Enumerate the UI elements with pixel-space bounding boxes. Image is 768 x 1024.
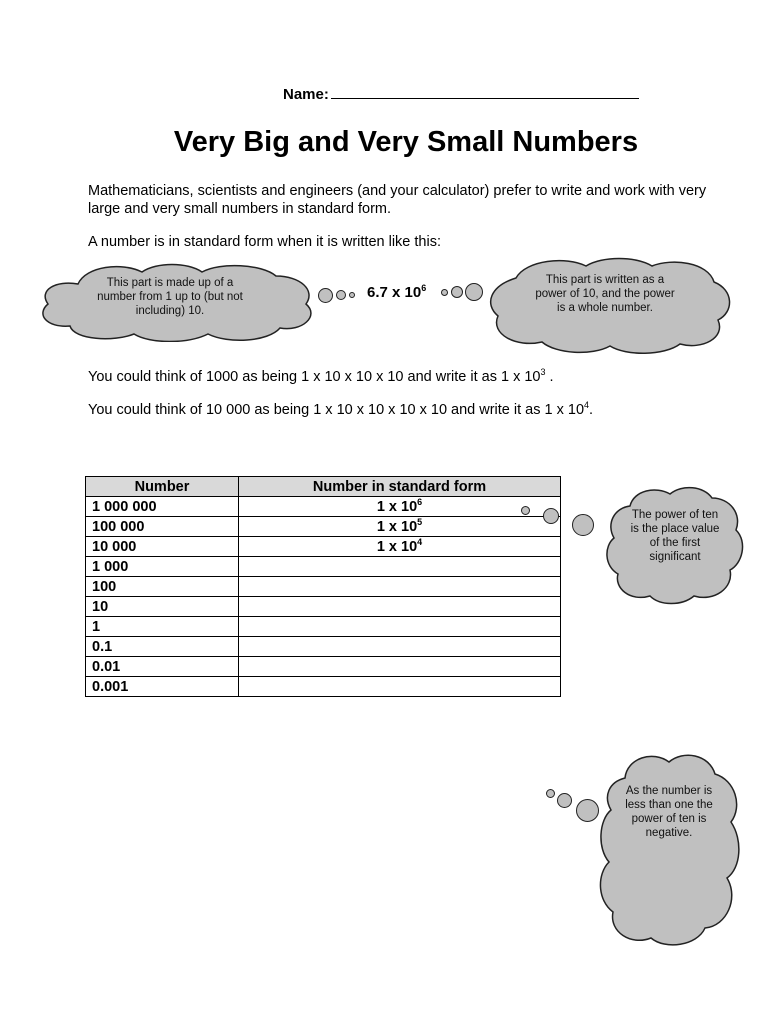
standard-form-table <box>85 476 561 697</box>
line-1000 <box>88 368 728 386</box>
line-10000-text: You could think of 10 000 as being 1 x 10 x 10 x 10 x 10 and write it as 1 x 10 <box>88 402 585 418</box>
line-1000-text: You could think of 1000 as being 1 x 10 x 10 x 10 and write it as 1 x 10 <box>88 369 541 385</box>
standard-form-cell[interactable] <box>239 617 561 637</box>
number-cell: 100 <box>86 577 239 597</box>
thought-bubble <box>521 506 530 515</box>
standard-form-cell[interactable]: 1 x $10^6$ <box>239 497 561 517</box>
cloud-negative-text: As the number is less than one the power of ten is negative. <box>625 785 713 839</box>
number-cell: 0.01 <box>86 657 239 677</box>
thought-bubble <box>318 288 333 303</box>
table-row <box>86 497 561 517</box>
thought-bubble <box>451 286 463 298</box>
cloud-callout-negative <box>597 750 742 950</box>
header-standard-form: Number in standard form <box>239 477 561 497</box>
table-row <box>86 537 561 557</box>
table-row <box>86 557 561 577</box>
thought-bubble <box>546 789 555 798</box>
header-number: Number <box>86 477 239 497</box>
line-1000-exponent: 3 <box>540 367 546 377</box>
name-blank-line[interactable] <box>331 86 639 99</box>
line-10000 <box>88 401 728 419</box>
thought-bubble <box>543 508 559 524</box>
thought-bubble <box>336 290 346 300</box>
cloud-callout-power <box>604 484 746 606</box>
standard-form-cell[interactable] <box>239 577 561 597</box>
table-row <box>86 577 561 597</box>
thought-bubble <box>557 793 572 808</box>
number-cell: 100 000 <box>86 517 239 537</box>
standard-form-cell[interactable] <box>239 677 561 697</box>
table-row <box>86 617 561 637</box>
cloud-power-text: The power of ten is the place value of the first significant <box>630 509 720 563</box>
number-cell: 0.1 <box>86 637 239 657</box>
number-cell: 1 <box>86 617 239 637</box>
example-mantissa: 6.7 x 10 <box>367 284 422 301</box>
number-cell: 0.001 <box>86 677 239 697</box>
name-label: Name: <box>283 86 329 103</box>
thought-bubble <box>441 289 448 296</box>
line-10000-end: . <box>589 402 594 418</box>
cloud-left-text: This part is made up of a number from 1 up to (but not including) 10. <box>97 277 243 317</box>
page-title: Very Big and Very Small Numbers <box>173 126 639 158</box>
number-cell: 1 000 <box>86 557 239 577</box>
thought-bubble <box>349 292 355 298</box>
table-row <box>86 677 561 697</box>
number-cell: 10 000 <box>86 537 239 557</box>
standard-form-cell[interactable] <box>239 657 561 677</box>
cloud-callout-left <box>38 262 314 342</box>
cloud-callout-right <box>486 256 732 356</box>
standard-form-cell[interactable] <box>239 637 561 657</box>
number-cell: 10 <box>86 597 239 617</box>
cloud-right-text: This part is written as a power of 10, and the power is a whole number. <box>535 274 675 314</box>
table-row <box>86 517 561 537</box>
standard-form-cell[interactable] <box>239 557 561 577</box>
standard-form-cell[interactable]: 1 x $10^5$ <box>239 517 561 537</box>
standard-form-cell[interactable]: 1 x $10^4$ <box>239 537 561 557</box>
cloud-shape <box>597 750 742 950</box>
thought-bubble <box>572 514 594 536</box>
thought-bubble <box>576 799 599 822</box>
number-cell: 1 000 000 <box>86 497 239 517</box>
table-row <box>86 637 561 657</box>
example-exponent: 6 <box>421 283 427 293</box>
intro-paragraph: Mathematicians, scientists and engineers (and your calculator) prefer to write and work with very large and very small numbers in standard form. <box>88 183 707 217</box>
standard-form-cell[interactable] <box>239 597 561 617</box>
line-1000-end: . <box>545 369 554 385</box>
thought-bubble <box>465 283 483 301</box>
name-field <box>283 86 639 103</box>
line-10000-exponent: 4 <box>584 400 590 410</box>
table-row <box>86 657 561 677</box>
table-row <box>86 597 561 617</box>
standard-form-intro: A number is in standard form when it is written like this: <box>88 234 441 250</box>
standard-form-example <box>367 284 426 301</box>
